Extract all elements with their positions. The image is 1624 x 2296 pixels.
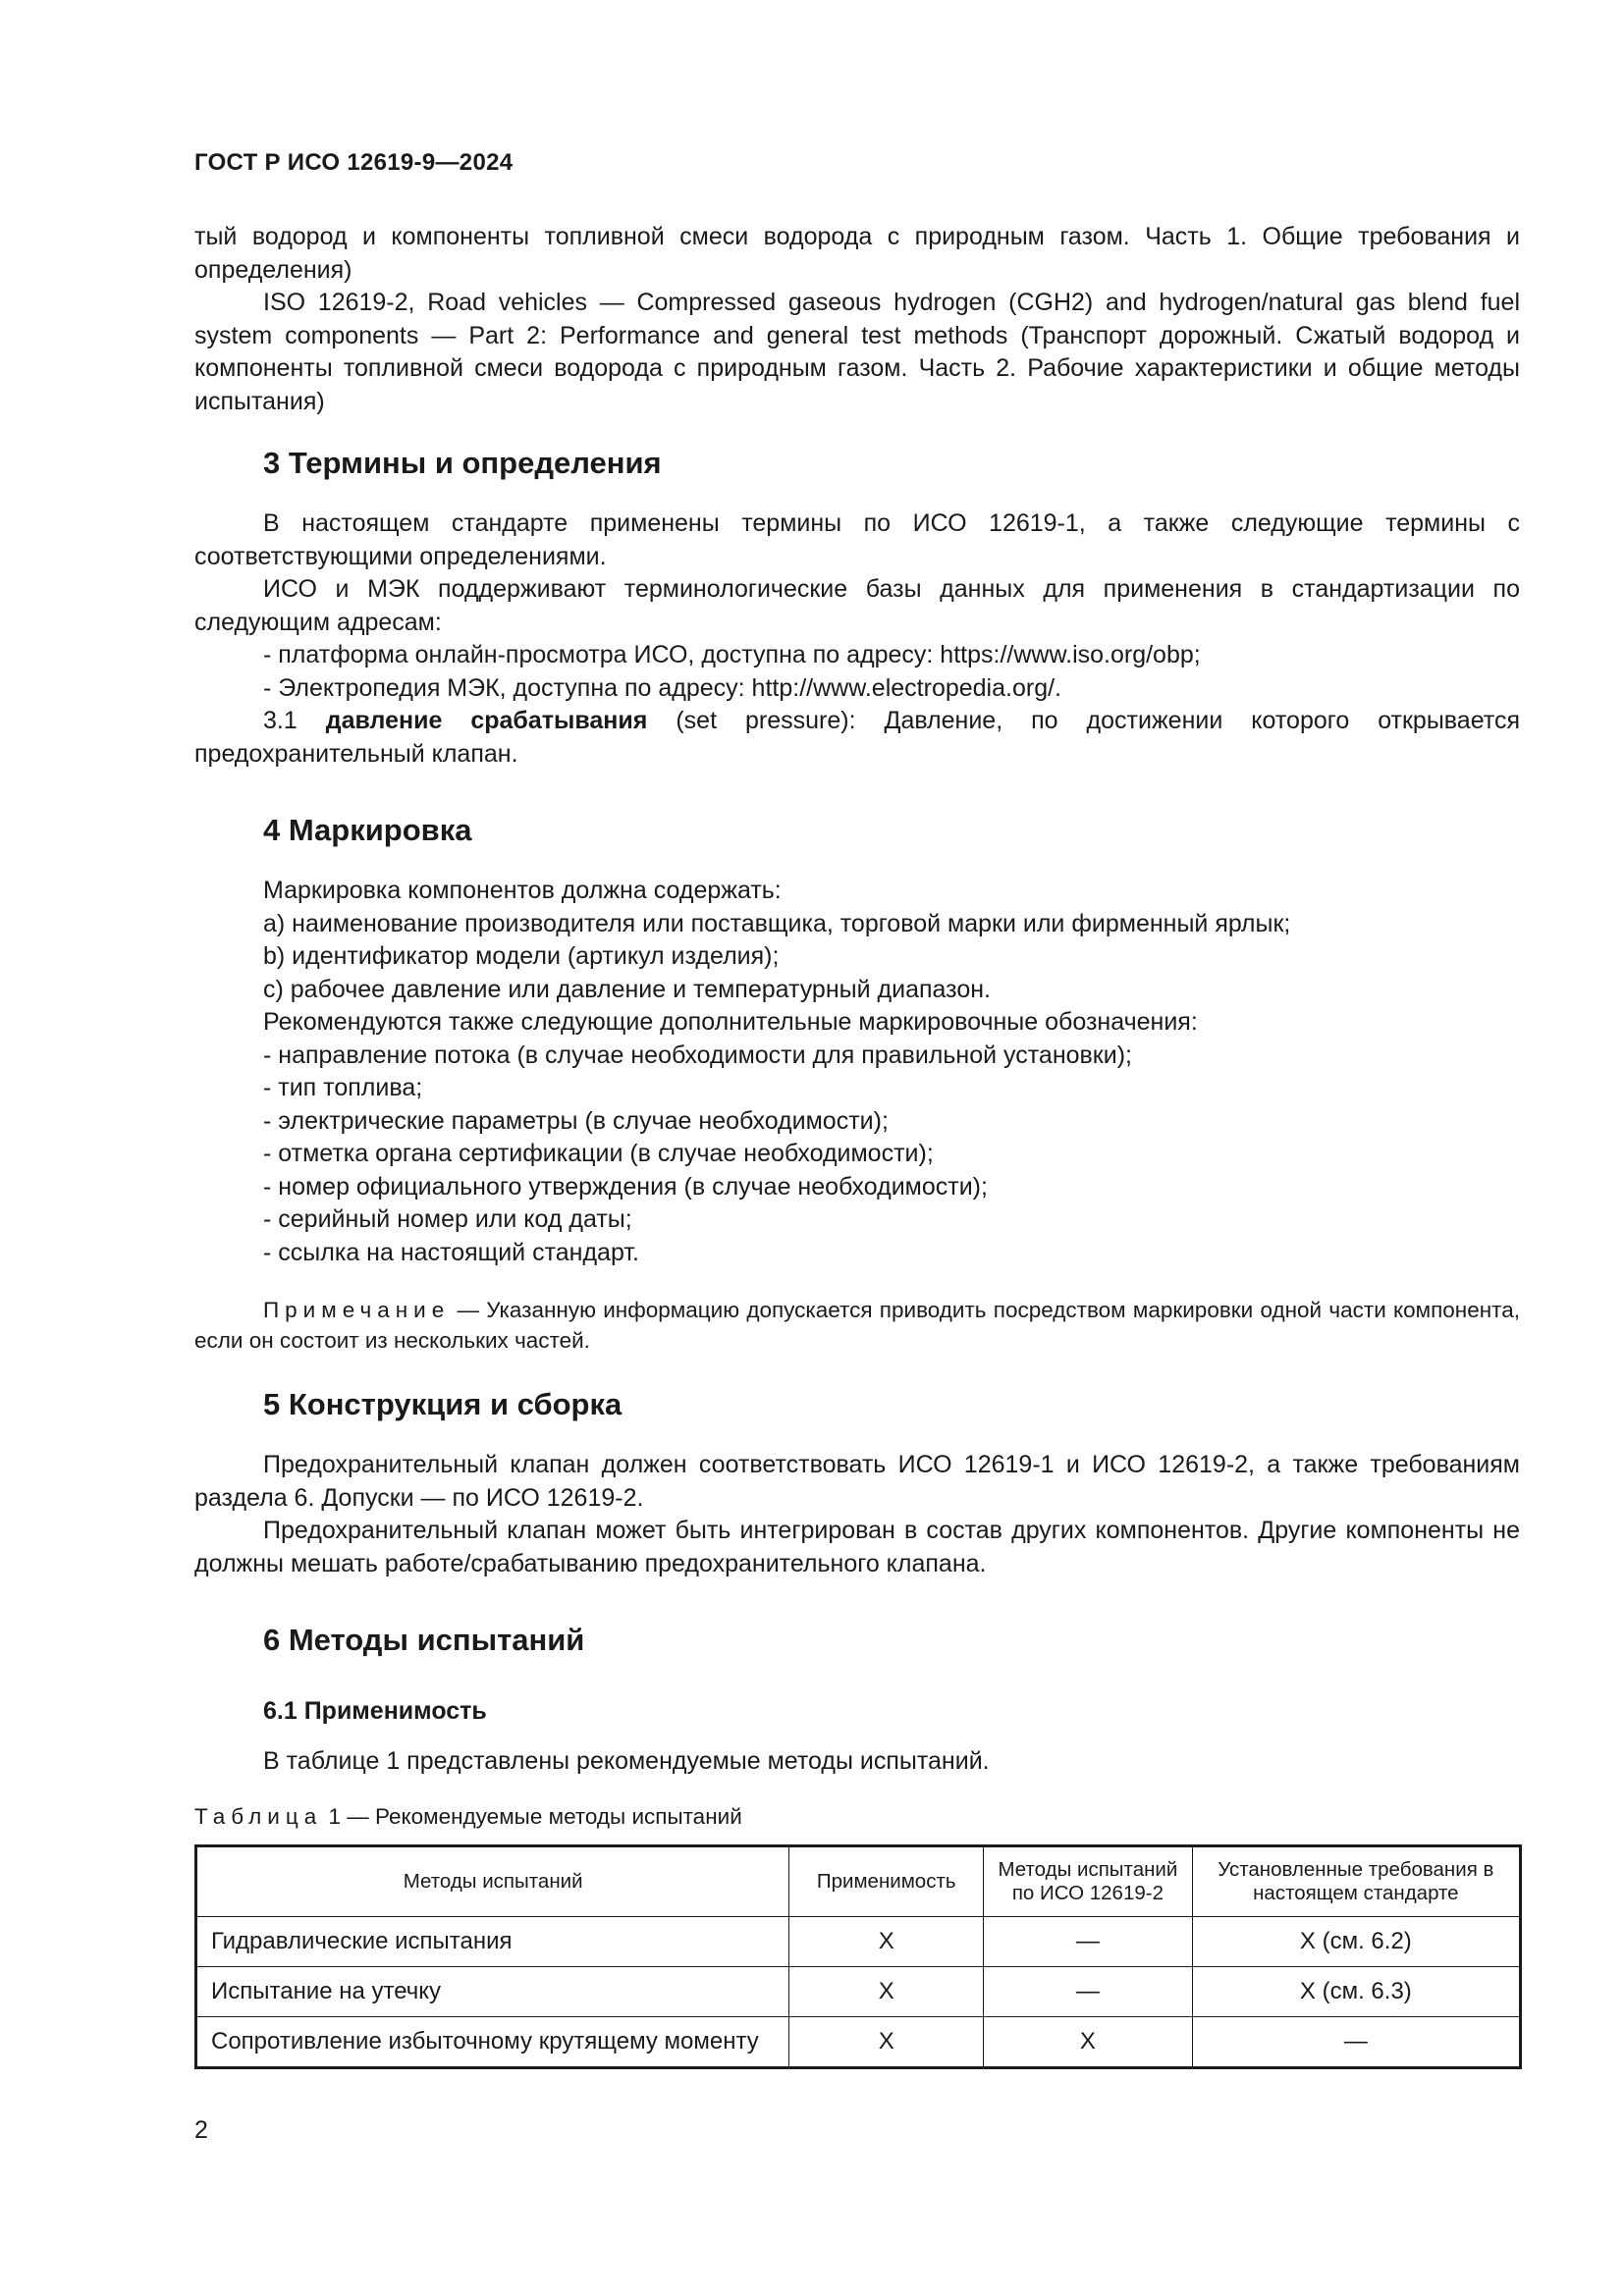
- table-cell: —: [984, 1967, 1193, 2017]
- marking-line: Рекомендуются также следующие дополнительные маркировочные обозначения:: [263, 1008, 1198, 1036]
- table-cell: Гидравлические испытания: [196, 1917, 789, 1967]
- table-cell: X: [984, 2017, 1193, 2068]
- table-header-row: [196, 1846, 1521, 1917]
- term-number: 3.1: [263, 707, 326, 734]
- table-caption-text: 1 — Рекомендуемые методы испытаний: [322, 1804, 742, 1829]
- section-3-paragraph-1: В настоящем стандарте применены термины по ИСО 12619-1, а также следующие термины с соответствующими определениями.: [194, 509, 1520, 570]
- marking-line: a) наименование производителя или поставщика, торговой марки или фирменный ярлык;: [263, 909, 1291, 937]
- bullet-electropedia: - Электропедия МЭК, доступна по адресу: http://www.electropedia.org/.: [263, 674, 1061, 702]
- reference-continuation: тый водород и компоненты топливной смеси водорода с природным газом. Часть 1. Общие требования и определения): [194, 223, 1520, 284]
- section-5-paragraph-1: Предохранительный клапан должен соответствовать ИСО 12619-1 и ИСО 12619-2, а также требованиям раздела 6. Допуски — по ИСО 12619-2.: [194, 1451, 1520, 1512]
- marking-line: c) рабочее давление или давление и температурный диапазон.: [263, 975, 991, 1003]
- marking-line: - номер официального утверждения (в случае необходимости);: [263, 1172, 988, 1201]
- table-cell: —: [1192, 2017, 1520, 2068]
- bullet-iso-obp: - платформа онлайн-просмотра ИСО, доступна по адресу: https://www.iso.org/obp;: [263, 641, 1201, 668]
- marking-line: - отметка органа сертификации (в случае необходимости);: [263, 1140, 934, 1167]
- table-cell: —: [984, 1917, 1193, 1967]
- marking-line: b) идентификатор модели (артикул изделия);: [263, 942, 780, 970]
- table-header-cell: Методы испытаний по ИСО 12619-2: [984, 1846, 1193, 1917]
- note-label: Примечание: [263, 1298, 451, 1322]
- table-cell: X: [789, 1967, 984, 2017]
- section-3-title: 3 Термины и определения: [263, 446, 662, 480]
- section-6-title: 6 Методы испытаний: [263, 1623, 585, 1657]
- table-cell: X: [789, 1917, 984, 1967]
- note: [194, 1295, 1520, 1356]
- marking-line: Маркировка компонентов должна содержать:: [263, 877, 782, 904]
- term-definition: (set pressure): Давление, по достижении которого открывается предохранительный клапан.: [194, 707, 1520, 768]
- table-cell: Сопротивление избыточному крутящему моменту: [196, 2017, 789, 2068]
- table-row: [196, 1967, 1521, 2017]
- table-cell: X (см. 6.3): [1192, 1967, 1520, 2017]
- table-header-cell: Методы испытаний: [196, 1846, 789, 1917]
- table-header-cell: Установленные требования в настоящем стандарте: [1192, 1846, 1520, 1917]
- marking-line: - ссылка на настоящий стандарт.: [263, 1238, 639, 1266]
- test-methods-table: [194, 1844, 1522, 2069]
- section-6-paragraph-1: В таблице 1 представлены рекомендуемые методы испытаний.: [263, 1747, 990, 1775]
- section-5-paragraph-2: Предохранительный клапан может быть интегрирован в состав других компонентов. Другие компоненты не должны мешать работе/срабатыванию предохранительного клапана.: [194, 1517, 1520, 1577]
- marking-line: - направление потока (в случае необходимости для правильной установки);: [263, 1041, 1132, 1069]
- table-caption-label: Таблица: [194, 1804, 323, 1829]
- section-5-title: 5 Конструкция и сборка: [263, 1387, 623, 1421]
- table-header-cell: Применимость: [789, 1846, 984, 1917]
- table-row: [196, 2017, 1521, 2068]
- note-text: — Указанную информацию допускается приводить посредством маркировки одной части компонента, если он состоит из нескольких частей.: [194, 1298, 1520, 1353]
- marking-line: - тип топлива;: [263, 1074, 423, 1101]
- section-3-paragraph-2: ИСО и МЭК поддерживают терминологические базы данных для применения в стандартизации по следующим адресам:: [194, 575, 1520, 636]
- table-caption: [194, 1804, 742, 1830]
- page-number: 2: [194, 2116, 208, 2144]
- subsection-6-1-title: 6.1 Применимость: [263, 1697, 487, 1725]
- table-cell: X (см. 6.2): [1192, 1917, 1520, 1967]
- marking-line: - электрические параметры (в случае необходимости);: [263, 1106, 889, 1135]
- term-name: давление срабатывания: [325, 707, 648, 734]
- table-cell: Испытание на утечку: [196, 1967, 789, 2017]
- marking-line: - серийный номер или код даты;: [263, 1205, 632, 1233]
- document-code-header: ГОСТ Р ИСО 12619-9—2024: [194, 149, 514, 176]
- table-row: [196, 1917, 1521, 1967]
- term-3-1: [194, 705, 1520, 771]
- section-4-title: 4 Маркировка: [263, 813, 472, 847]
- reference-iso-12619-2: ISO 12619-2, Road vehicles — Compressed gaseous hydrogen (CGH2) and hydrogen/natural gas blend fuel system components — Part 2: Performance and general test methods (Транспорт дорожный. Сжатый водород и компоненты топливной смеси водорода с природным газом. Часть 2. Рабочие характеристики и общие методы испытания): [194, 289, 1520, 415]
- table-cell: X: [789, 2017, 984, 2068]
